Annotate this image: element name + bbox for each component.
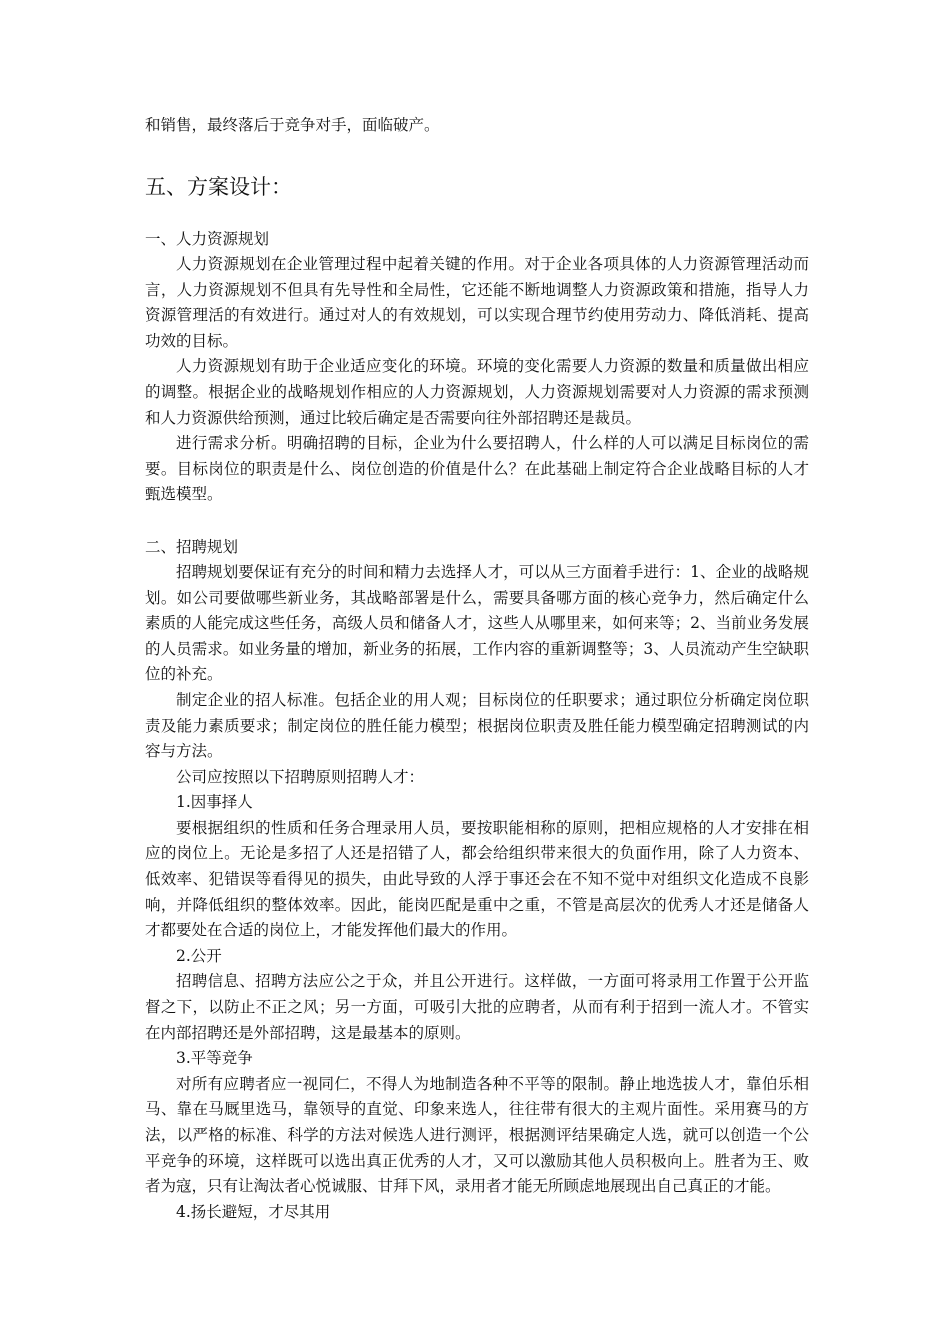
- sec1-paragraph-1: 人力资源规划在企业管理过程中起着关键的作用。对于企业各项具体的人力资源管理活动而言，人力资源规划不但具有先导性和全局性，它还能不断地调整人力资源政策和措施，指导人力资源管理活的有效进行。通过对人的有效规划，可以实现合理节约使用劳动力、降低消耗、提高功效的目标。: [145, 255, 809, 350]
- sec2-paragraph-3: 公司应按照以下招聘原则招聘人才：: [176, 767, 425, 786]
- principle-1-text: 要根据组织的性质和任务合理录用人员，要按职能相称的原则，把相应规格的人才安排在相应的岗位上。无论是多招了人还是招错了人，都会给组织带来很大的负面作用，除了人力资本、低效率、犯错误等看得见的损失，由此导致的人浮于事还会在不知不觉中对组织文化造成不良影响，并降低组织的整体效率。因此，能岗匹配是重中之重，不管是高层次的优秀人才还是储备人才都要处在合适的岗位上，才能发挥他们最大的作用。: [145, 818, 809, 940]
- principle-2-text: 招聘信息、招聘方法应公之于众，并且公开进行。这样做，一方面可将录用工作置于公开监督之下，以防止不正之风；另一方面，可吸引大批的应聘者，从而有利于招到一流人才。不管实在内部招聘还是外部招聘，这是最基本的原则。: [145, 972, 809, 1042]
- principle-3-text: 对所有应聘者应一视同仁，不得人为地制造各种不平等的限制。静止地选拔人才，靠伯乐相马、靠在马厩里选马，靠领导的直觉、印象来选人，往往带有很大的主观片面性。采用赛马的方法，以严格的标准、科学的方法对候选人进行测评，根据测评结果确定人选，就可以创造一个公平竞争的环境，这样既可以选出真正优秀的人才，又可以激励其他人员积极向上。胜者为王、败者为寇，只有让淘汰者心悦诚服、甘拜下风，录用者才能无所顾虑地展现出自己真正的才能。: [145, 1074, 809, 1196]
- sec1-paragraph-3: 进行需求分析。明确招聘的目标，企业为什么要招聘人，什么样的人可以满足目标岗位的需要。目标岗位的职责是什么、岗位创造的价值是什么？在此基础上制定符合企业战略目标的人才甄选模型。: [145, 434, 809, 504]
- document-page: [145, 112, 809, 1225]
- principle-1-title: 1.因事择人: [176, 793, 253, 812]
- sec2-paragraph-2: 制定企业的招人标准。包括企业的用人观；目标岗位的任职要求；通过职位分析确定岗位职责及能力素质要求；制定岗位的胜任能力模型；根据岗位职责及胜任能力模型确定招聘测试的内容与方法。: [145, 690, 809, 761]
- sec1-paragraph-2: 人力资源规划有助于企业适应变化的环境。环境的变化需要人力资源的数量和质量做出相应的调整。根据企业的战略规划作相应的人力资源规划，人力资源规划需要对人力资源的需求预测和人力资源供给预测，通过比较后确定是否需要向往外部招聘还是裁员。: [145, 357, 809, 427]
- section-title: 五、方案设计：: [145, 175, 292, 199]
- principle-2-title: 2.公开: [176, 946, 222, 965]
- sec2-paragraph-1: 招聘规划要保证有充分的时间和精力去选择人才，可以从三方面着手进行：1、企业的战略规划。如公司要做哪些新业务，其战略部署是什么，需要具备哪方面的核心竞争力，然后确定什么素质的人能完成这些任务，高级人员和储备人才，这些人从哪里来，如何来等；2、当前业务发展的人员需求。如业务量的增加，新业务的拓展，工作内容的重新调整等；3、人员流动产生空缺职位的补充。: [145, 562, 809, 684]
- intro-line: 和销售，最终落后于竞争对手，面临破产。: [145, 116, 440, 134]
- sec1-heading: 一、人力资源规划: [145, 230, 270, 248]
- section-gap: [145, 508, 809, 534]
- principle-3-title: 3.平等竞争: [176, 1049, 253, 1068]
- principle-4-title: 4.扬长避短，才尽其用: [176, 1202, 331, 1221]
- sec2-heading: 二、招聘规划: [145, 537, 239, 556]
